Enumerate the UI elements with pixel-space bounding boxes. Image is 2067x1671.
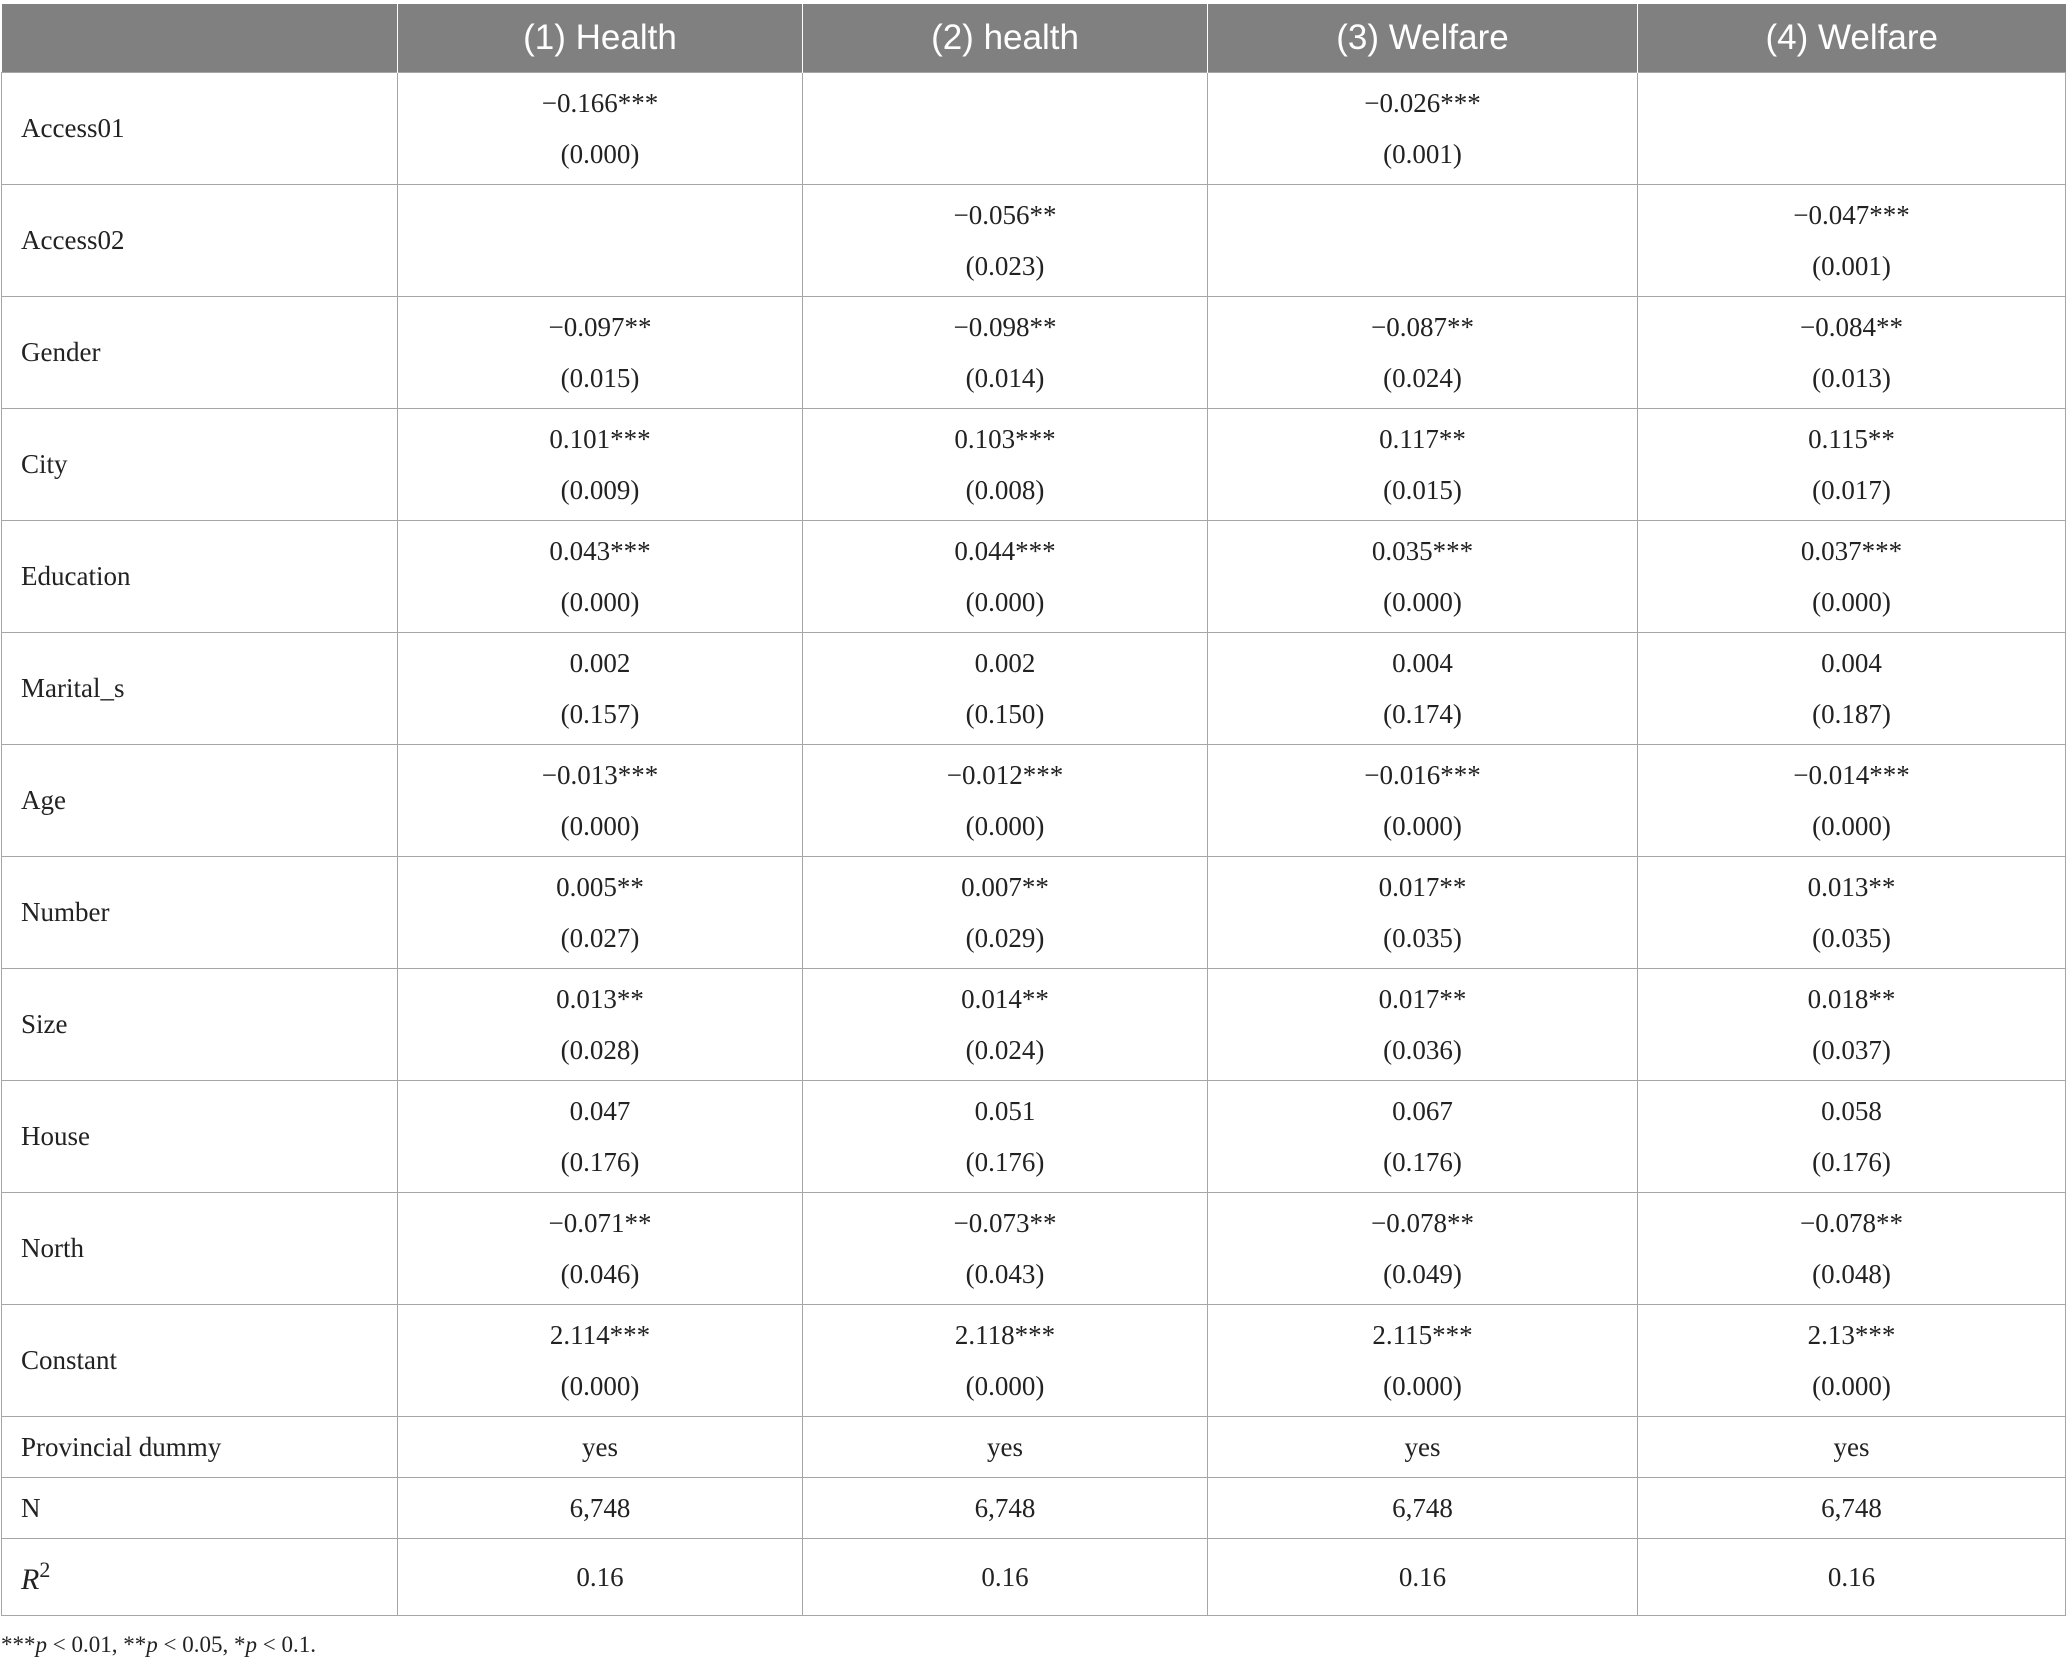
variable-label: Marital_s (2, 633, 398, 745)
estimate-cell (803, 185, 1208, 297)
estimate-cell (398, 521, 803, 633)
footnote-part: *** (1, 1632, 36, 1657)
table-row (2, 1478, 2066, 1539)
coefficient-value (1638, 78, 2065, 129)
variable-label: City (2, 409, 398, 521)
table-header (2, 4, 2066, 73)
coefficient-value: 0.014** (961, 983, 1049, 1014)
estimate-cell (1638, 521, 2066, 633)
standard-error-value: (0.028) (560, 1034, 640, 1065)
value-cell: 0.16 (1638, 1539, 2066, 1616)
coefficient-value: 2.115*** (1372, 1319, 1473, 1350)
column-header: (1) Health (398, 4, 803, 73)
coefficient-value: 0.037*** (1800, 535, 1903, 566)
estimate-cell (398, 857, 803, 969)
coefficient-value: 0.013** (556, 983, 644, 1014)
footnote-part: < 0.05, * (157, 1632, 246, 1657)
estimate-cell (1638, 969, 2066, 1081)
footnote-part: p (35, 1632, 47, 1657)
estimate-cell (1208, 969, 1638, 1081)
estimate-cell (803, 297, 1208, 409)
standard-error-value: (0.043) (965, 1258, 1045, 1289)
standard-error-value: (0.000) (1812, 1370, 1891, 1401)
standard-error-value: (0.174) (1383, 698, 1462, 729)
table-row (2, 1193, 2066, 1305)
coefficient-value: −0.026*** (1364, 87, 1481, 118)
standard-error-value: (0.000) (560, 138, 640, 169)
estimate-cell (1208, 185, 1638, 297)
standard-error-value: (0.176) (1812, 1146, 1891, 1177)
coefficient-value: −0.078** (1800, 1207, 1903, 1238)
coefficient-value: 0.058 (1821, 1095, 1882, 1126)
r-squared-symbol (21, 1557, 51, 1596)
standard-error-value: (0.008) (965, 474, 1045, 505)
estimate-cell (803, 1081, 1208, 1193)
coefficient-value (1208, 190, 1637, 241)
variable-label: Number (2, 857, 398, 969)
estimate-cell (1638, 185, 2066, 297)
variable-label: Age (2, 745, 398, 857)
coefficient-value: 0.035*** (1371, 535, 1474, 566)
coefficient-value: 0.101*** (549, 423, 651, 454)
standard-error-value (803, 129, 1207, 180)
coefficient-value: 0.018** (1807, 983, 1896, 1014)
estimate-cell (1208, 521, 1638, 633)
variable-label: North (2, 1193, 398, 1305)
estimate-cell (803, 1305, 1208, 1417)
estimate-cell (1208, 409, 1638, 521)
standard-error-value: (0.013) (1812, 362, 1891, 393)
value-cell: 0.16 (1208, 1539, 1638, 1616)
estimate-cell (1208, 857, 1638, 969)
variable-label: Access02 (2, 185, 398, 297)
estimate-cell (398, 1193, 803, 1305)
standard-error-value: (0.024) (965, 1034, 1045, 1065)
value-cell: yes (398, 1417, 803, 1478)
standard-error-value: (0.049) (1383, 1258, 1462, 1289)
standard-error-value: (0.035) (1812, 922, 1891, 953)
standard-error-value: (0.001) (1812, 250, 1891, 281)
footnote-part: p (146, 1632, 158, 1657)
coefficient-value: 0.005** (556, 871, 644, 902)
standard-error-value: (0.023) (965, 250, 1045, 281)
coefficient-value: 0.115** (1808, 423, 1895, 454)
regression-table (1, 4, 2066, 1616)
table-row (2, 1417, 2066, 1478)
estimate-cell (1208, 1081, 1638, 1193)
estimate-cell (1638, 297, 2066, 409)
standard-error-value: (0.024) (1383, 362, 1462, 393)
estimate-cell (398, 1081, 803, 1193)
variable-label: Provincial dummy (2, 1417, 398, 1478)
table-row (2, 297, 2066, 409)
estimate-cell (398, 409, 803, 521)
standard-error-value: (0.029) (965, 922, 1045, 953)
standard-error-value: (0.000) (965, 1370, 1045, 1401)
table-row (2, 633, 2066, 745)
estimate-cell (398, 745, 803, 857)
variable-label: Education (2, 521, 398, 633)
r-letter: R (21, 1563, 40, 1596)
value-cell: yes (1208, 1417, 1638, 1478)
coefficient-value: 0.002 (569, 647, 631, 678)
estimate-cell (803, 857, 1208, 969)
standard-error-value: (0.009) (560, 474, 640, 505)
coefficient-value: −0.056** (953, 199, 1057, 230)
table-row (2, 857, 2066, 969)
table-row (2, 1081, 2066, 1193)
estimate-cell (1208, 1305, 1638, 1417)
coefficient-value: −0.012*** (946, 759, 1064, 790)
estimate-cell (398, 1305, 803, 1417)
coefficient-value: 0.103*** (954, 423, 1056, 454)
coefficient-value: 0.047 (569, 1095, 631, 1126)
estimate-cell (398, 73, 803, 185)
value-cell: 6,748 (1208, 1478, 1638, 1539)
table-row (2, 73, 2066, 185)
coefficient-value: −0.166*** (541, 87, 659, 118)
variable-label: House (2, 1081, 398, 1193)
header-corner-cell (2, 4, 398, 73)
coefficient-value: −0.087** (1371, 311, 1474, 342)
standard-error-value: (0.000) (560, 810, 640, 841)
standard-error-value: (0.000) (1812, 586, 1891, 617)
coefficient-value: 0.004 (1392, 647, 1453, 678)
variable-label: Gender (2, 297, 398, 409)
estimate-cell (398, 969, 803, 1081)
value-cell: yes (803, 1417, 1208, 1478)
variable-label (2, 1539, 398, 1616)
estimate-cell (1208, 633, 1638, 745)
standard-error-value: (0.048) (1812, 1258, 1891, 1289)
standard-error-value: (0.000) (1383, 810, 1462, 841)
coefficient-value: 0.044*** (954, 535, 1056, 566)
value-cell: yes (1638, 1417, 2066, 1478)
estimate-cell (1638, 745, 2066, 857)
standard-error-value: (0.000) (965, 586, 1045, 617)
r-superscript: 2 (39, 1557, 51, 1582)
coefficient-value: 0.051 (974, 1095, 1036, 1126)
standard-error-value: (0.015) (560, 362, 640, 393)
coefficient-value: 0.013** (1807, 871, 1896, 902)
coefficient-value: −0.047*** (1793, 199, 1910, 230)
table-row (2, 745, 2066, 857)
significance-footnote (1, 1632, 316, 1658)
estimate-cell (1638, 633, 2066, 745)
coefficient-value: 0.043*** (549, 535, 651, 566)
coefficient-value: −0.098** (953, 311, 1057, 342)
coefficient-value: −0.016*** (1364, 759, 1481, 790)
coefficient-value: −0.013*** (541, 759, 659, 790)
coefficient-value: −0.071** (548, 1207, 652, 1238)
table-row (2, 521, 2066, 633)
table-row (2, 1305, 2066, 1417)
table-row (2, 969, 2066, 1081)
estimate-cell (1638, 409, 2066, 521)
value-cell: 6,748 (398, 1478, 803, 1539)
coefficient-value: −0.078** (1371, 1207, 1474, 1238)
standard-error-value: (0.187) (1812, 698, 1891, 729)
coefficient-value: 0.017** (1378, 983, 1467, 1014)
estimate-cell (398, 633, 803, 745)
coefficient-value: 0.002 (974, 647, 1036, 678)
coefficient-value: −0.084** (1800, 311, 1903, 342)
standard-error-value: (0.000) (560, 1370, 640, 1401)
standard-error-value (398, 241, 802, 292)
estimate-cell (803, 969, 1208, 1081)
estimate-cell (1208, 745, 1638, 857)
estimate-cell (1638, 857, 2066, 969)
standard-error-value: (0.014) (965, 362, 1045, 393)
coefficient-value: 0.004 (1821, 647, 1882, 678)
standard-error-value: (0.000) (965, 810, 1045, 841)
standard-error-value: (0.027) (560, 922, 640, 953)
value-cell: 6,748 (803, 1478, 1208, 1539)
standard-error-value: (0.001) (1383, 138, 1462, 169)
estimate-cell (803, 521, 1208, 633)
variable-label: Size (2, 969, 398, 1081)
estimate-cell (1208, 1193, 1638, 1305)
estimate-cell (398, 185, 803, 297)
table-row (2, 185, 2066, 297)
table-row (2, 409, 2066, 521)
estimate-cell (1638, 73, 2066, 185)
standard-error-value: (0.017) (1812, 474, 1891, 505)
standard-error-value: (0.176) (560, 1146, 640, 1177)
standard-error-value: (0.000) (1383, 586, 1462, 617)
column-header: (4) Welfare (1638, 4, 2066, 73)
value-cell: 0.16 (803, 1539, 1208, 1616)
estimate-cell (803, 409, 1208, 521)
coefficient-value: 2.114*** (549, 1319, 651, 1350)
coefficient-value: −0.014*** (1793, 759, 1910, 790)
variable-label: N (2, 1478, 398, 1539)
standard-error-value: (0.035) (1383, 922, 1462, 953)
estimate-cell (1208, 73, 1638, 185)
coefficient-value: −0.097** (548, 311, 652, 342)
standard-error-value: (0.150) (965, 698, 1045, 729)
coefficient-value: 0.007** (961, 871, 1049, 902)
estimate-cell (398, 297, 803, 409)
estimate-cell (803, 633, 1208, 745)
estimate-cell (803, 745, 1208, 857)
standard-error-value: (0.000) (1812, 810, 1891, 841)
header-row (2, 4, 2066, 73)
table-row (2, 1539, 2066, 1616)
standard-error-value: (0.000) (1383, 1370, 1462, 1401)
value-cell: 0.16 (398, 1539, 803, 1616)
footnote-part: < 0.01, ** (47, 1632, 147, 1657)
standard-error-value: (0.176) (1383, 1146, 1462, 1177)
variable-label: Constant (2, 1305, 398, 1417)
standard-error-value: (0.157) (560, 698, 640, 729)
estimate-cell (1638, 1081, 2066, 1193)
estimate-cell (1638, 1193, 2066, 1305)
coefficient-value: 0.017** (1378, 871, 1467, 902)
coefficient-value: −0.073** (953, 1207, 1057, 1238)
standard-error-value (1208, 241, 1637, 292)
standard-error-value: (0.046) (560, 1258, 640, 1289)
coefficient-value: 0.067 (1392, 1095, 1453, 1126)
coefficient-value (803, 78, 1207, 129)
footnote-part: p (245, 1632, 257, 1657)
coefficient-value: 2.118*** (954, 1319, 1056, 1350)
standard-error-value (1638, 129, 2065, 180)
estimate-cell (803, 73, 1208, 185)
standard-error-value: (0.037) (1812, 1034, 1891, 1065)
variable-label: Access01 (2, 73, 398, 185)
standard-error-value: (0.000) (560, 586, 640, 617)
estimate-cell (1208, 297, 1638, 409)
column-header: (3) Welfare (1208, 4, 1638, 73)
column-header: (2) health (803, 4, 1208, 73)
footnote-part: < 0.1. (256, 1632, 316, 1657)
standard-error-value: (0.176) (965, 1146, 1045, 1177)
value-cell: 6,748 (1638, 1478, 2066, 1539)
coefficient-value: 2.13*** (1807, 1319, 1896, 1350)
table-body (2, 73, 2066, 1616)
estimate-cell (1638, 1305, 2066, 1417)
standard-error-value: (0.036) (1383, 1034, 1462, 1065)
standard-error-value: (0.015) (1383, 474, 1462, 505)
estimate-cell (803, 1193, 1208, 1305)
coefficient-value (398, 190, 802, 241)
coefficient-value: 0.117** (1379, 423, 1466, 454)
